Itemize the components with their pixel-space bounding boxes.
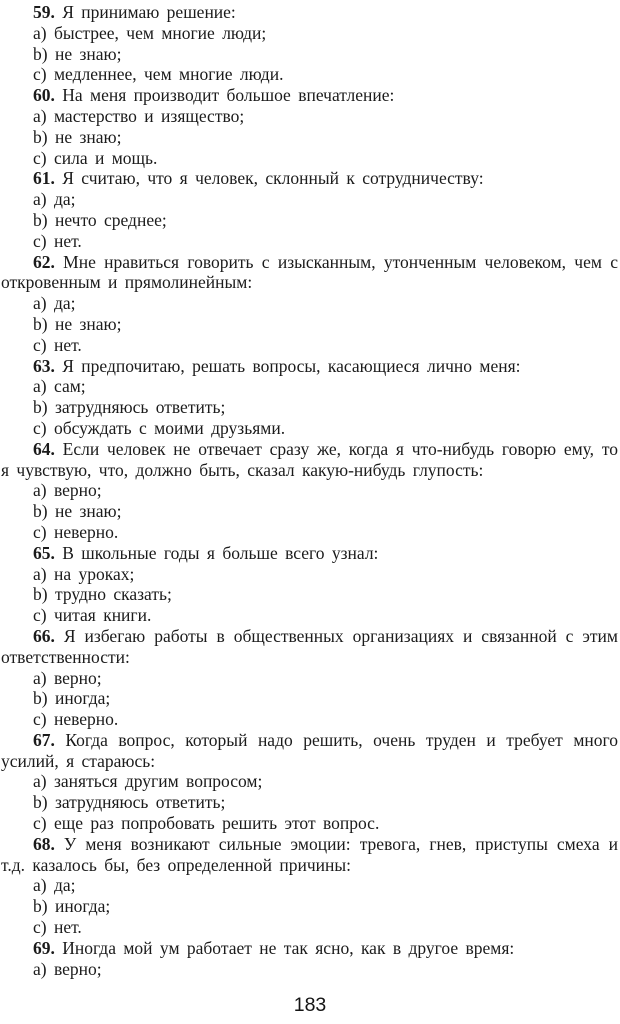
answer-option: c) нет. bbox=[33, 334, 82, 355]
question-number: 68. bbox=[33, 833, 55, 854]
question-number: 69. bbox=[33, 937, 55, 958]
answer-option: b) не знаю; bbox=[33, 501, 122, 522]
answer-option: c) читая книги. bbox=[33, 605, 152, 626]
answer-option: a) на уроках; bbox=[33, 563, 135, 584]
answer-option: c) неверно. bbox=[33, 521, 119, 542]
question-text: У меня возникают сильные эмоции: тревога, гнев, приступы смеха и т.д. казалось бы, без определенной причины: bbox=[1, 833, 618, 875]
question-text: Я считаю, что я человек, склонный к сотрудничеству: bbox=[54, 168, 484, 189]
question-text: Если человек не отвечает сразу же, когда я что-нибудь говорю ему, то я чувствую, что, должно быть, сказал какую-нибудь глупость: bbox=[1, 438, 618, 480]
question-block bbox=[1, 938, 618, 980]
question-block bbox=[1, 168, 618, 251]
question-text: В школьные годы я больше всего узнал: bbox=[54, 542, 379, 563]
question-number: 59. bbox=[33, 2, 55, 22]
question-text: Я принимаю решение: bbox=[54, 2, 236, 22]
question-line bbox=[1, 730, 618, 772]
answer-option: c) обсуждать с моими друзьями. bbox=[33, 417, 286, 438]
question-block bbox=[1, 85, 618, 168]
question-line bbox=[1, 85, 618, 106]
answer-option: c) сила и мощь. bbox=[33, 147, 158, 168]
question-block bbox=[1, 543, 618, 626]
question-number: 65. bbox=[33, 542, 55, 563]
answer-option: b) нечто среднее; bbox=[33, 209, 167, 230]
question-number: 64. bbox=[33, 438, 55, 459]
question-number: 67. bbox=[33, 729, 55, 750]
answer-option: a) быстрее, чем многие люди; bbox=[33, 22, 267, 43]
question-line bbox=[1, 252, 618, 294]
question-number: 66. bbox=[33, 625, 55, 646]
question-number: 63. bbox=[33, 355, 55, 376]
answer-option: a) мастерство и изящество; bbox=[33, 105, 245, 126]
answer-option: b) затрудняюсь ответить; bbox=[33, 397, 226, 418]
answer-option: b) затрудняюсь ответить; bbox=[33, 792, 226, 813]
question-block bbox=[1, 439, 618, 543]
question-text: Я предпочитаю, решать вопросы, касающиеся лично меня: bbox=[54, 355, 521, 376]
question-block bbox=[1, 834, 618, 938]
answer-option: a) верно; bbox=[33, 480, 102, 501]
answer-option: a) верно; bbox=[33, 667, 102, 688]
question-text: Мне нравиться говорить с изысканным, утонченным человеком, чем с откровенным и прямолинейным: bbox=[1, 251, 618, 293]
answer-option: b) трудно сказать; bbox=[33, 584, 172, 605]
question-number: 62. bbox=[33, 251, 55, 272]
answer-option: b) не знаю; bbox=[33, 126, 122, 147]
question-text: Я избегаю работы в общественных организациях и связанной с этим ответственности: bbox=[1, 625, 618, 667]
answer-option: b) иногда; bbox=[33, 688, 111, 709]
question-block bbox=[1, 356, 618, 439]
answer-option: c) неверно. bbox=[33, 709, 119, 730]
question-text: На меня производит большое впечатление: bbox=[54, 85, 395, 106]
question-number: 60. bbox=[33, 85, 55, 106]
question-block bbox=[1, 626, 618, 730]
page-number: 183 bbox=[293, 994, 327, 1016]
answer-option: a) сам; bbox=[33, 376, 86, 397]
answer-option: b) не знаю; bbox=[33, 313, 122, 334]
question-line bbox=[1, 2, 618, 23]
answer-option: a) да; bbox=[33, 293, 76, 314]
question-block bbox=[1, 730, 618, 834]
answer-option: b) иногда; bbox=[33, 896, 111, 917]
question-number: 61. bbox=[33, 168, 55, 189]
question-block bbox=[1, 2, 618, 85]
answer-option: c) еще раз попробовать решить этот вопрос. bbox=[33, 813, 380, 834]
answer-option: c) медленнее, чем многие люди. bbox=[33, 64, 284, 85]
answer-option: a) заняться другим вопросом; bbox=[33, 771, 263, 792]
question-line bbox=[1, 356, 618, 377]
question-text: Иногда мой ум работает не так ясно, как в другое время: bbox=[54, 937, 515, 958]
question-line bbox=[1, 543, 618, 564]
question-line bbox=[1, 834, 618, 876]
question-line bbox=[1, 168, 618, 189]
question-line bbox=[1, 626, 618, 668]
question-text: Когда вопрос, который надо решить, очень труден и требует много усилий, я стараюсь: bbox=[1, 729, 618, 771]
question-line bbox=[1, 938, 618, 959]
answer-option: a) да; bbox=[33, 875, 76, 896]
answer-option: a) да; bbox=[33, 189, 76, 210]
question-line bbox=[1, 439, 618, 481]
answer-option: a) верно; bbox=[33, 958, 102, 979]
answer-option: c) нет. bbox=[33, 917, 82, 938]
questionnaire bbox=[1, 2, 618, 979]
answer-option: c) нет. bbox=[33, 230, 82, 251]
question-block bbox=[1, 252, 618, 356]
answer-option: b) не знаю; bbox=[33, 43, 122, 64]
